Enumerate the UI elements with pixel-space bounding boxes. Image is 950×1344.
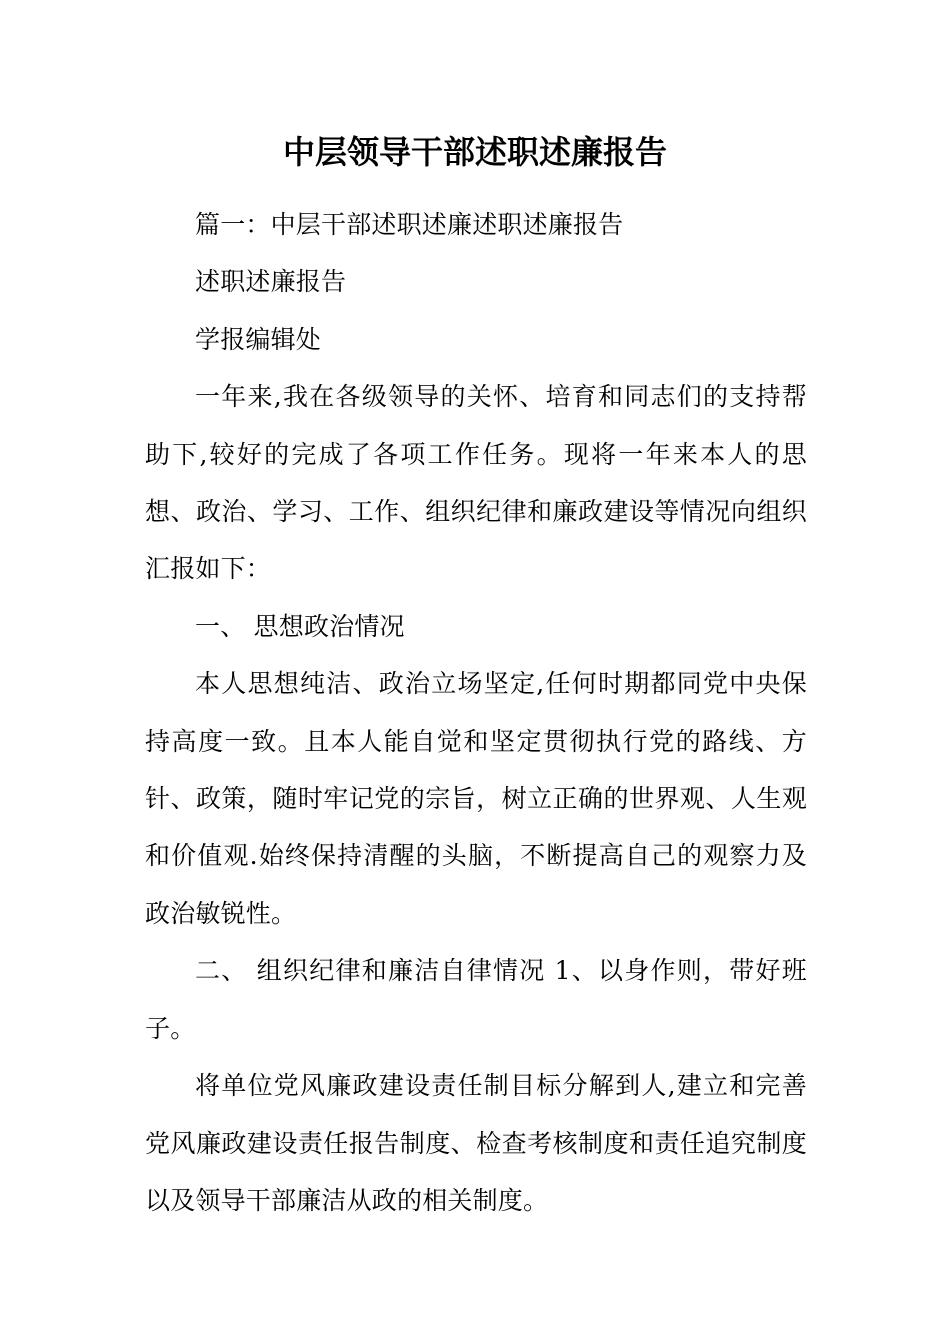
- document-title: 中层领导干部述职述廉报告: [282, 133, 667, 171]
- paragraph-intro: 一年来,我在各级领导的关怀、培育和同志们的支持帮助下,较好的完成了各项工作任务。现将一年来本人的思想、政治、学习、工作、组织纪律和廉政建设等情况向组织汇报如下：: [145, 382, 807, 584]
- paragraph-report-title: 述职述廉报告: [195, 267, 347, 297]
- paragraph-politics: 本人思想纯洁、政治立场坚定,任何时期都同党中央保持高度一致。且本人能自觉和坚定贯彻执行党的路线、方针、政策，随时牢记党的宗旨，树立正确的世界观、人生观和价值观.始终保持清醒的头脑，不断提高自己的观察力及政治敏锐性。: [145, 669, 807, 928]
- paragraph-section-heading: 篇一：中层干部述职述廉述职述廉报告: [195, 210, 624, 239]
- paragraph-heading-1: 一、 思想政治情况: [195, 611, 405, 641]
- document-body: [145, 196, 807, 1229]
- paragraph-responsibility: 将单位党风廉政建设责任制目标分解到人,建立和完善党风廉政建设责任报告制度、检查考核制度和责任追究制度以及领导干部廉洁从政的相关制度。: [145, 1071, 807, 1215]
- paragraph-department: 学报编辑处: [195, 324, 322, 354]
- paragraph-heading-2: 二、 组织纪律和廉洁自律情况 1、以身作则，带好班子。: [145, 956, 807, 1043]
